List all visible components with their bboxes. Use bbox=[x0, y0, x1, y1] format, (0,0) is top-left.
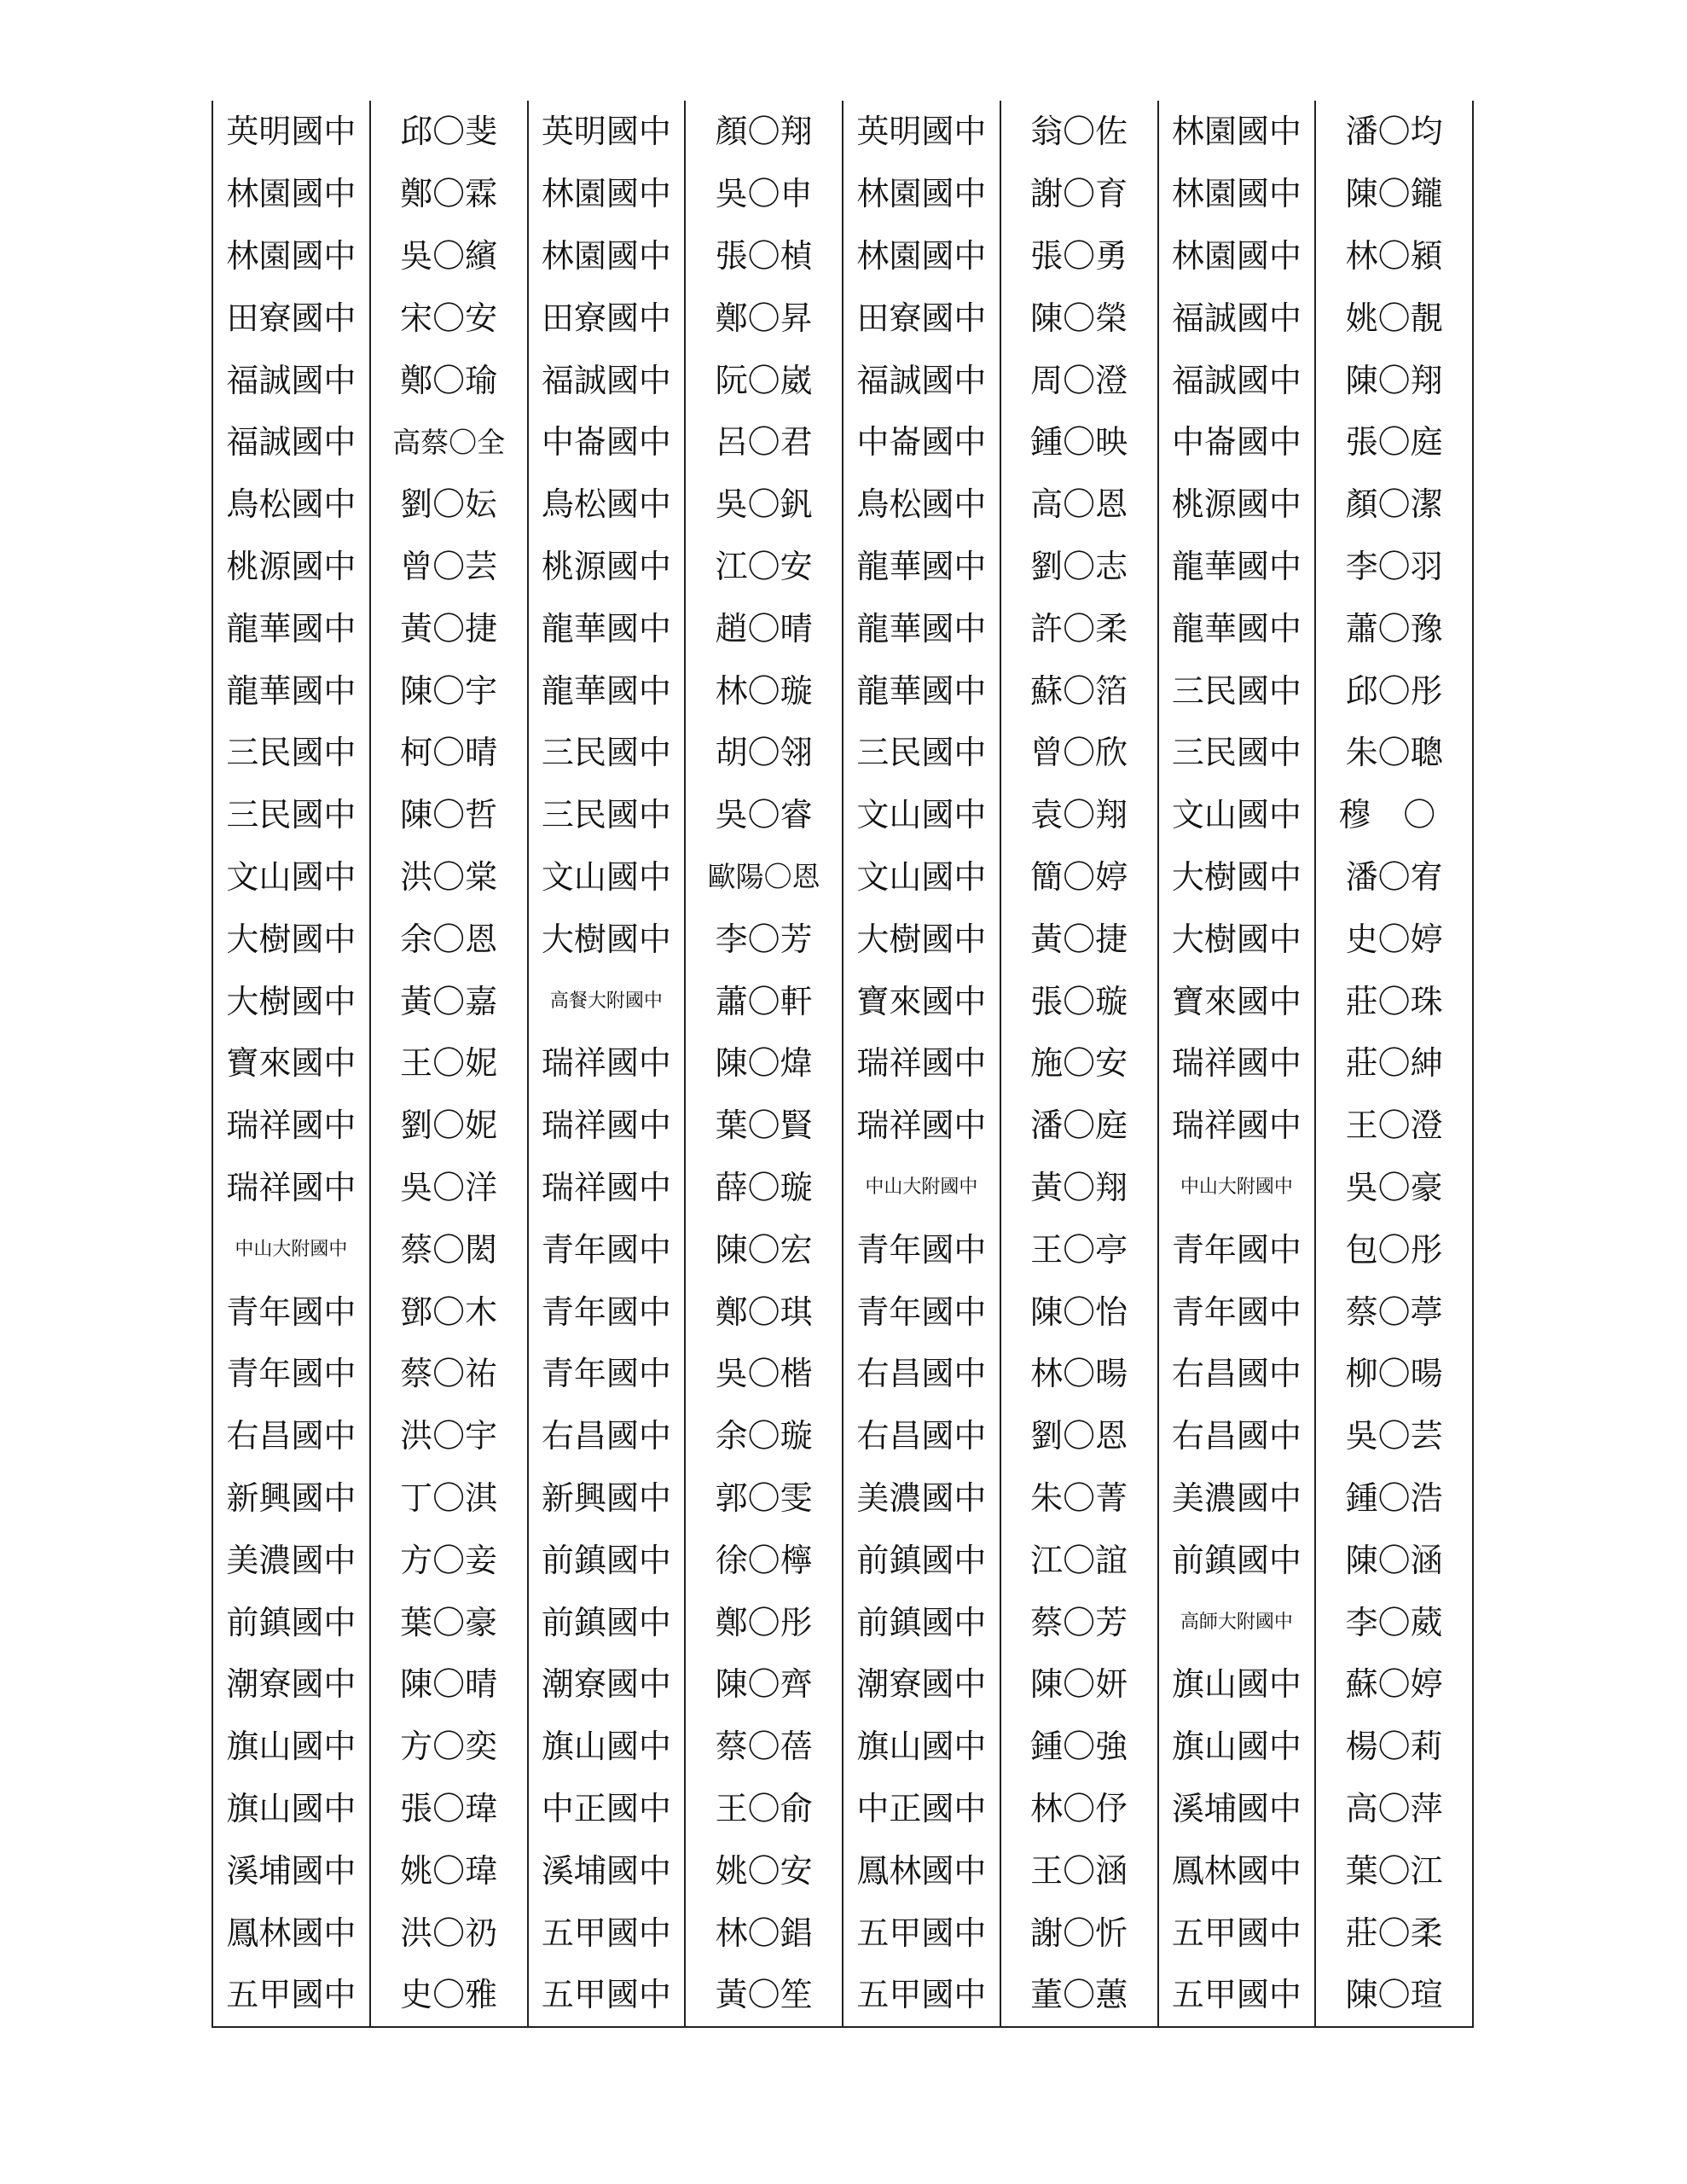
school-cell: 福誠國中 bbox=[1158, 287, 1316, 349]
student-name-cell: 林〇潁 bbox=[1315, 225, 1473, 288]
table-row bbox=[212, 1902, 1473, 1964]
student-name-cell: 朱〇菁 bbox=[1000, 1467, 1158, 1530]
student-name-cell: 王〇俞 bbox=[685, 1778, 843, 1840]
school-cell: 瑞祥國中 bbox=[1158, 1095, 1316, 1157]
student-name-cell: 蘇〇婷 bbox=[1315, 1653, 1473, 1716]
school-cell: 大樹國中 bbox=[212, 970, 370, 1032]
table-row bbox=[212, 846, 1473, 909]
school-cell: 鳳林國中 bbox=[1158, 1839, 1316, 1902]
student-name-cell: 陳〇怡 bbox=[1000, 1281, 1158, 1343]
table-row bbox=[212, 1343, 1473, 1405]
student-name-cell: 丁〇淇 bbox=[370, 1467, 528, 1530]
table-row bbox=[212, 1405, 1473, 1467]
school-cell: 三民國中 bbox=[212, 784, 370, 846]
student-name-cell: 李〇芳 bbox=[685, 908, 843, 970]
student-name-cell: 陳〇晴 bbox=[370, 1653, 528, 1716]
school-cell: 高師大附國中 bbox=[1158, 1591, 1316, 1653]
student-name-cell: 徐〇檸 bbox=[685, 1529, 843, 1591]
student-name-cell: 王〇妮 bbox=[370, 1032, 528, 1095]
student-name-cell: 潘〇宥 bbox=[1315, 846, 1473, 909]
school-cell: 美濃國中 bbox=[843, 1467, 1000, 1530]
table-row bbox=[212, 1157, 1473, 1219]
school-cell: 大樹國中 bbox=[528, 908, 686, 970]
school-cell: 林園國中 bbox=[212, 163, 370, 225]
student-name-cell: 張〇瑋 bbox=[370, 1778, 528, 1840]
student-name-cell: 王〇涵 bbox=[1000, 1839, 1158, 1902]
student-name-cell: 穆 〇 bbox=[1315, 784, 1473, 846]
student-name-cell: 吳〇豪 bbox=[1315, 1157, 1473, 1219]
school-cell: 三民國中 bbox=[212, 722, 370, 784]
student-name-cell: 黃〇嘉 bbox=[370, 970, 528, 1032]
table-row bbox=[212, 1839, 1473, 1902]
student-name-cell: 鍾〇映 bbox=[1000, 411, 1158, 473]
student-name-cell: 劉〇妮 bbox=[370, 1095, 528, 1157]
student-name-cell: 李〇葳 bbox=[1315, 1591, 1473, 1653]
school-cell: 寶來國中 bbox=[843, 970, 1000, 1032]
school-cell: 溪埔國中 bbox=[212, 1839, 370, 1902]
school-cell: 前鎮國中 bbox=[1158, 1529, 1316, 1591]
school-cell: 中山大附國中 bbox=[212, 1218, 370, 1281]
student-name-cell: 施〇安 bbox=[1000, 1032, 1158, 1095]
school-cell: 林園國中 bbox=[528, 225, 686, 288]
school-cell: 青年國中 bbox=[1158, 1218, 1316, 1281]
school-cell: 青年國中 bbox=[1158, 1281, 1316, 1343]
student-name-cell: 趙〇晴 bbox=[685, 597, 843, 659]
student-name-cell: 林〇錩 bbox=[685, 1902, 843, 1964]
school-cell: 福誠國中 bbox=[212, 411, 370, 473]
student-name-cell: 鄭〇琪 bbox=[685, 1281, 843, 1343]
student-name-cell: 鄧〇木 bbox=[370, 1281, 528, 1343]
student-name-cell: 姚〇瑋 bbox=[370, 1839, 528, 1902]
school-cell: 龍華國中 bbox=[212, 659, 370, 722]
school-cell: 大樹國中 bbox=[1158, 908, 1316, 970]
student-name-cell: 葉〇江 bbox=[1315, 1839, 1473, 1902]
student-name-cell: 蔡〇閎 bbox=[370, 1218, 528, 1281]
school-cell: 中崙國中 bbox=[1158, 411, 1316, 473]
school-cell: 龍華國中 bbox=[1158, 536, 1316, 598]
school-cell: 三民國中 bbox=[1158, 659, 1316, 722]
school-cell: 前鎮國中 bbox=[528, 1529, 686, 1591]
student-name-cell: 周〇澄 bbox=[1000, 349, 1158, 411]
school-cell: 前鎮國中 bbox=[212, 1591, 370, 1653]
student-name-cell: 潘〇均 bbox=[1315, 101, 1473, 163]
school-cell: 溪埔國中 bbox=[528, 1839, 686, 1902]
school-cell: 鳥松國中 bbox=[528, 473, 686, 536]
school-cell: 中正國中 bbox=[843, 1778, 1000, 1840]
student-name-cell: 許〇柔 bbox=[1000, 597, 1158, 659]
school-cell: 旗山國中 bbox=[212, 1778, 370, 1840]
student-name-cell: 邱〇斐 bbox=[370, 101, 528, 163]
table-row bbox=[212, 473, 1473, 536]
school-cell: 五甲國中 bbox=[843, 1902, 1000, 1964]
student-name-cell: 林〇伃 bbox=[1000, 1778, 1158, 1840]
school-cell: 五甲國中 bbox=[528, 1964, 686, 2027]
student-name-cell: 曾〇芸 bbox=[370, 536, 528, 598]
student-name-cell: 蕭〇豫 bbox=[1315, 597, 1473, 659]
school-cell: 龍華國中 bbox=[843, 659, 1000, 722]
school-cell: 田寮國中 bbox=[843, 287, 1000, 349]
table-row bbox=[212, 225, 1473, 288]
school-cell: 桃源國中 bbox=[212, 536, 370, 598]
student-name-cell: 吳〇洋 bbox=[370, 1157, 528, 1219]
student-name-cell: 蘇〇箔 bbox=[1000, 659, 1158, 722]
table-row bbox=[212, 411, 1473, 473]
table-row bbox=[212, 1281, 1473, 1343]
school-cell: 五甲國中 bbox=[528, 1902, 686, 1964]
student-name-cell: 陳〇宏 bbox=[685, 1218, 843, 1281]
student-name-cell: 柳〇暘 bbox=[1315, 1343, 1473, 1405]
school-cell: 五甲國中 bbox=[843, 1964, 1000, 2027]
student-name-cell: 張〇璇 bbox=[1000, 970, 1158, 1032]
student-name-cell: 顏〇翔 bbox=[685, 101, 843, 163]
student-name-cell: 林〇暘 bbox=[1000, 1343, 1158, 1405]
student-name-cell: 宋〇安 bbox=[370, 287, 528, 349]
school-cell: 溪埔國中 bbox=[1158, 1778, 1316, 1840]
school-cell: 文山國中 bbox=[212, 846, 370, 909]
school-cell: 林園國中 bbox=[1158, 225, 1316, 288]
student-name-cell: 張〇勇 bbox=[1000, 225, 1158, 288]
school-cell: 福誠國中 bbox=[843, 349, 1000, 411]
school-cell: 瑞祥國中 bbox=[1158, 1032, 1316, 1095]
school-cell: 旗山國中 bbox=[1158, 1716, 1316, 1778]
student-name-cell: 吳〇楷 bbox=[685, 1343, 843, 1405]
school-cell: 三民國中 bbox=[1158, 722, 1316, 784]
school-cell: 青年國中 bbox=[528, 1281, 686, 1343]
school-cell: 前鎮國中 bbox=[843, 1591, 1000, 1653]
school-cell: 龍華國中 bbox=[528, 597, 686, 659]
school-cell: 潮寮國中 bbox=[528, 1653, 686, 1716]
student-name-cell: 鍾〇強 bbox=[1000, 1716, 1158, 1778]
table-row bbox=[212, 1716, 1473, 1778]
student-name-cell: 姚〇安 bbox=[685, 1839, 843, 1902]
school-cell: 旗山國中 bbox=[528, 1716, 686, 1778]
school-cell: 右昌國中 bbox=[1158, 1405, 1316, 1467]
student-name-cell: 黃〇翔 bbox=[1000, 1157, 1158, 1219]
school-cell: 福誠國中 bbox=[212, 349, 370, 411]
student-name-cell: 黃〇笙 bbox=[685, 1964, 843, 2027]
student-name-cell: 洪〇宇 bbox=[370, 1405, 528, 1467]
school-cell: 潮寮國中 bbox=[212, 1653, 370, 1716]
student-name-cell: 葉〇豪 bbox=[370, 1591, 528, 1653]
student-name-cell: 洪〇棠 bbox=[370, 846, 528, 909]
school-cell: 三民國中 bbox=[528, 784, 686, 846]
student-name-cell: 顏〇潔 bbox=[1315, 473, 1473, 536]
student-name-cell: 高〇萍 bbox=[1315, 1778, 1473, 1840]
school-cell: 旗山國中 bbox=[843, 1716, 1000, 1778]
table-row bbox=[212, 722, 1473, 784]
school-cell: 瑞祥國中 bbox=[528, 1157, 686, 1219]
school-cell: 美濃國中 bbox=[1158, 1467, 1316, 1530]
table-row bbox=[212, 1653, 1473, 1716]
school-cell: 林園國中 bbox=[528, 163, 686, 225]
school-cell: 青年國中 bbox=[528, 1218, 686, 1281]
table-row bbox=[212, 1095, 1473, 1157]
student-name-cell: 楊〇莉 bbox=[1315, 1716, 1473, 1778]
school-cell: 青年國中 bbox=[212, 1343, 370, 1405]
student-name-cell: 吳〇睿 bbox=[685, 784, 843, 846]
school-cell: 龍華國中 bbox=[212, 597, 370, 659]
school-cell: 右昌國中 bbox=[528, 1405, 686, 1467]
school-cell: 右昌國中 bbox=[843, 1405, 1000, 1467]
student-name-cell: 陳〇哲 bbox=[370, 784, 528, 846]
school-cell: 文山國中 bbox=[1158, 784, 1316, 846]
table-row bbox=[212, 1778, 1473, 1840]
student-name-cell: 鄭〇昇 bbox=[685, 287, 843, 349]
school-cell: 鳥松國中 bbox=[843, 473, 1000, 536]
school-cell: 五甲國中 bbox=[212, 1964, 370, 2027]
student-name-cell: 謝〇育 bbox=[1000, 163, 1158, 225]
student-name-cell: 方〇奕 bbox=[370, 1716, 528, 1778]
school-cell: 前鎮國中 bbox=[528, 1591, 686, 1653]
school-cell: 龍華國中 bbox=[528, 659, 686, 722]
student-name-cell: 余〇恩 bbox=[370, 908, 528, 970]
student-name-cell: 朱〇聰 bbox=[1315, 722, 1473, 784]
student-name-cell: 高蔡〇全 bbox=[370, 411, 528, 473]
school-cell: 右昌國中 bbox=[1158, 1343, 1316, 1405]
table-row bbox=[212, 163, 1473, 225]
school-cell: 右昌國中 bbox=[843, 1343, 1000, 1405]
school-cell: 大樹國中 bbox=[1158, 846, 1316, 909]
school-cell: 寶來國中 bbox=[212, 1032, 370, 1095]
student-name-cell: 黃〇捷 bbox=[370, 597, 528, 659]
student-name-cell: 高〇恩 bbox=[1000, 473, 1158, 536]
school-cell: 田寮國中 bbox=[212, 287, 370, 349]
school-cell: 文山國中 bbox=[843, 846, 1000, 909]
student-name-cell: 曾〇欣 bbox=[1000, 722, 1158, 784]
table-row bbox=[212, 970, 1473, 1032]
school-cell: 前鎮國中 bbox=[843, 1529, 1000, 1591]
student-name-cell: 簡〇婷 bbox=[1000, 846, 1158, 909]
student-name-cell: 莊〇柔 bbox=[1315, 1902, 1473, 1964]
student-name-cell: 鄭〇霖 bbox=[370, 163, 528, 225]
student-name-cell: 江〇誼 bbox=[1000, 1529, 1158, 1591]
student-name-cell: 方〇妾 bbox=[370, 1529, 528, 1591]
table-row bbox=[212, 287, 1473, 349]
school-cell: 寶來國中 bbox=[1158, 970, 1316, 1032]
student-name-cell: 陳〇妍 bbox=[1000, 1653, 1158, 1716]
student-name-cell: 陳〇涵 bbox=[1315, 1529, 1473, 1591]
student-name-cell: 江〇安 bbox=[685, 536, 843, 598]
student-name-cell: 莊〇紳 bbox=[1315, 1032, 1473, 1095]
student-name-cell: 劉〇恩 bbox=[1000, 1405, 1158, 1467]
school-cell: 青年國中 bbox=[843, 1281, 1000, 1343]
student-name-cell: 陳〇煒 bbox=[685, 1032, 843, 1095]
roster-body bbox=[212, 101, 1473, 2027]
student-name-cell: 史〇婷 bbox=[1315, 908, 1473, 970]
school-cell: 青年國中 bbox=[212, 1281, 370, 1343]
table-row bbox=[212, 1032, 1473, 1095]
school-cell: 鳳林國中 bbox=[212, 1902, 370, 1964]
student-name-cell: 呂〇君 bbox=[685, 411, 843, 473]
school-cell: 林園國中 bbox=[843, 225, 1000, 288]
school-cell: 龍華國中 bbox=[1158, 597, 1316, 659]
school-cell: 福誠國中 bbox=[528, 349, 686, 411]
school-cell: 旗山國中 bbox=[1158, 1653, 1316, 1716]
student-name-cell: 陳〇瑄 bbox=[1315, 1964, 1473, 2027]
student-name-cell: 邱〇彤 bbox=[1315, 659, 1473, 722]
table-row bbox=[212, 597, 1473, 659]
student-name-cell: 吳〇申 bbox=[685, 163, 843, 225]
school-cell: 大樹國中 bbox=[212, 908, 370, 970]
student-name-cell: 潘〇庭 bbox=[1000, 1095, 1158, 1157]
student-name-cell: 陳〇鑨 bbox=[1315, 163, 1473, 225]
student-name-cell: 蔡〇葶 bbox=[1315, 1281, 1473, 1343]
school-cell: 桃源國中 bbox=[1158, 473, 1316, 536]
student-name-cell: 洪〇礽 bbox=[370, 1902, 528, 1964]
school-cell: 三民國中 bbox=[843, 722, 1000, 784]
school-cell: 林園國中 bbox=[212, 225, 370, 288]
student-name-cell: 胡〇翎 bbox=[685, 722, 843, 784]
school-cell: 中崙國中 bbox=[843, 411, 1000, 473]
student-name-cell: 鄭〇瑜 bbox=[370, 349, 528, 411]
table-row bbox=[212, 1964, 1473, 2027]
school-cell: 文山國中 bbox=[843, 784, 1000, 846]
school-cell: 林園國中 bbox=[1158, 101, 1316, 163]
school-cell: 瑞祥國中 bbox=[528, 1095, 686, 1157]
student-name-cell: 黃〇捷 bbox=[1000, 908, 1158, 970]
student-name-cell: 陳〇齊 bbox=[685, 1653, 843, 1716]
student-name-cell: 張〇楨 bbox=[685, 225, 843, 288]
school-cell: 瑞祥國中 bbox=[843, 1032, 1000, 1095]
student-name-cell: 蔡〇蓓 bbox=[685, 1716, 843, 1778]
school-cell: 中山大附國中 bbox=[1158, 1157, 1316, 1219]
student-name-cell: 劉〇志 bbox=[1000, 536, 1158, 598]
table-row bbox=[212, 784, 1473, 846]
student-name-cell: 謝〇忻 bbox=[1000, 1902, 1158, 1964]
school-cell: 右昌國中 bbox=[212, 1405, 370, 1467]
student-name-cell: 阮〇崴 bbox=[685, 349, 843, 411]
student-name-cell: 袁〇翔 bbox=[1000, 784, 1158, 846]
school-cell: 中崙國中 bbox=[528, 411, 686, 473]
school-cell: 青年國中 bbox=[843, 1218, 1000, 1281]
student-name-cell: 劉〇妘 bbox=[370, 473, 528, 536]
student-name-cell: 葉〇賢 bbox=[685, 1095, 843, 1157]
table-row bbox=[212, 908, 1473, 970]
table-row bbox=[212, 659, 1473, 722]
student-name-cell: 史〇雅 bbox=[370, 1964, 528, 2027]
student-name-cell: 蔡〇芳 bbox=[1000, 1591, 1158, 1653]
school-cell: 林園國中 bbox=[843, 163, 1000, 225]
school-cell: 青年國中 bbox=[528, 1343, 686, 1405]
school-cell: 英明國中 bbox=[212, 101, 370, 163]
student-name-cell: 蔡〇祐 bbox=[370, 1343, 528, 1405]
school-cell: 龍華國中 bbox=[843, 536, 1000, 598]
school-cell: 瑞祥國中 bbox=[843, 1095, 1000, 1157]
school-cell: 瑞祥國中 bbox=[528, 1032, 686, 1095]
student-name-cell: 張〇庭 bbox=[1315, 411, 1473, 473]
school-cell: 英明國中 bbox=[843, 101, 1000, 163]
school-cell: 大樹國中 bbox=[843, 908, 1000, 970]
student-name-cell: 吳〇釩 bbox=[685, 473, 843, 536]
student-name-cell: 吳〇繽 bbox=[370, 225, 528, 288]
student-name-cell: 陳〇宇 bbox=[370, 659, 528, 722]
student-name-cell: 余〇璇 bbox=[685, 1405, 843, 1467]
student-name-cell: 王〇亭 bbox=[1000, 1218, 1158, 1281]
student-name-cell: 鍾〇浩 bbox=[1315, 1467, 1473, 1530]
school-cell: 新興國中 bbox=[528, 1467, 686, 1530]
school-cell: 文山國中 bbox=[528, 846, 686, 909]
school-cell: 五甲國中 bbox=[1158, 1902, 1316, 1964]
school-cell: 三民國中 bbox=[528, 722, 686, 784]
school-cell: 鳳林國中 bbox=[843, 1839, 1000, 1902]
school-cell: 中山大附國中 bbox=[843, 1157, 1000, 1219]
school-cell: 林園國中 bbox=[1158, 163, 1316, 225]
table-row bbox=[212, 1218, 1473, 1281]
school-cell: 龍華國中 bbox=[843, 597, 1000, 659]
student-name-cell: 吳〇芸 bbox=[1315, 1405, 1473, 1467]
student-name-cell: 歐陽〇恩 bbox=[685, 846, 843, 909]
school-cell: 美濃國中 bbox=[212, 1529, 370, 1591]
school-cell: 中正國中 bbox=[528, 1778, 686, 1840]
school-cell: 福誠國中 bbox=[1158, 349, 1316, 411]
school-cell: 高餐大附國中 bbox=[528, 970, 686, 1032]
roster-table bbox=[212, 101, 1474, 2028]
school-cell: 旗山國中 bbox=[212, 1716, 370, 1778]
school-cell: 瑞祥國中 bbox=[212, 1095, 370, 1157]
student-name-cell: 鄭〇彤 bbox=[685, 1591, 843, 1653]
table-row bbox=[212, 101, 1473, 163]
school-cell: 五甲國中 bbox=[1158, 1964, 1316, 2027]
student-name-cell: 李〇羽 bbox=[1315, 536, 1473, 598]
student-name-cell: 姚〇靚 bbox=[1315, 287, 1473, 349]
student-name-cell: 柯〇晴 bbox=[370, 722, 528, 784]
school-cell: 英明國中 bbox=[528, 101, 686, 163]
student-name-cell: 莊〇珠 bbox=[1315, 970, 1473, 1032]
table-row bbox=[212, 1591, 1473, 1653]
student-name-cell: 林〇璇 bbox=[685, 659, 843, 722]
student-name-cell: 郭〇雯 bbox=[685, 1467, 843, 1530]
school-cell: 瑞祥國中 bbox=[212, 1157, 370, 1219]
student-name-cell: 翁〇佐 bbox=[1000, 101, 1158, 163]
school-cell: 鳥松國中 bbox=[212, 473, 370, 536]
table-row bbox=[212, 536, 1473, 598]
school-cell: 田寮國中 bbox=[528, 287, 686, 349]
student-name-cell: 陳〇榮 bbox=[1000, 287, 1158, 349]
table-row bbox=[212, 1529, 1473, 1591]
school-cell: 新興國中 bbox=[212, 1467, 370, 1530]
table-row bbox=[212, 349, 1473, 411]
student-name-cell: 薛〇璇 bbox=[685, 1157, 843, 1219]
school-cell: 潮寮國中 bbox=[843, 1653, 1000, 1716]
student-name-cell: 董〇蕙 bbox=[1000, 1964, 1158, 2027]
student-name-cell: 陳〇翔 bbox=[1315, 349, 1473, 411]
student-name-cell: 王〇澄 bbox=[1315, 1095, 1473, 1157]
table-row bbox=[212, 1467, 1473, 1530]
student-name-cell: 蕭〇軒 bbox=[685, 970, 843, 1032]
school-cell: 桃源國中 bbox=[528, 536, 686, 598]
student-name-cell: 包〇彤 bbox=[1315, 1218, 1473, 1281]
